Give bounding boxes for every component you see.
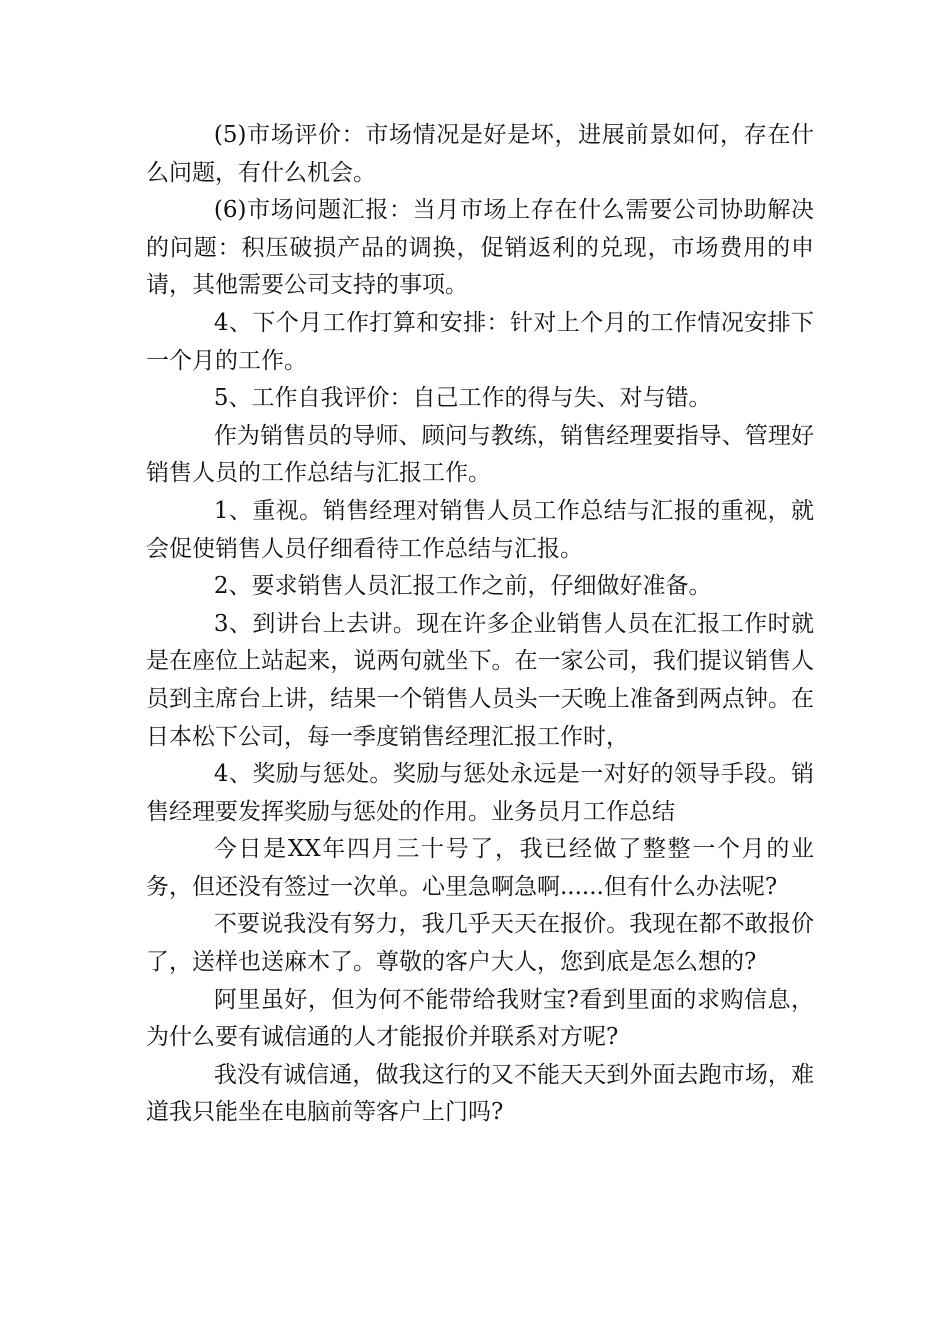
paragraph-manager-guidance: 作为销售员的导师、顾问与教练，销售经理要指导、管理好销售人员的工作总结与汇报工作。: [146, 422, 814, 487]
paragraph-alibaba: 阿里虽好，但为何不能带给我财宝?看到里面的求购信息，为什么要有诚信通的人才能报价并联系对方呢?: [146, 986, 814, 1051]
paragraph-reward-punishment: 4、奖励与惩处。奖励与惩处永远是一对好的领导手段。销售经理要发挥奖励与惩处的作用。业务员月工作总结: [146, 761, 814, 825]
paragraph-quotes: 不要说我没有努力，我几乎天天在报价。我现在都不敢报价了，送样也送麻木了。尊敬的客户大人，您到底是怎么想的?: [146, 911, 814, 976]
paragraph-attention: 1、重视。销售经理对销售人员工作总结与汇报的重视，就会促使销售人员仔细看待工作总结与汇报。: [146, 497, 814, 562]
paragraph-next-month-plan: 4、下个月工作打算和安排：针对上个月的工作情况安排下一个月的工作。: [146, 309, 814, 374]
paragraph-today: 今日是XX年四月三十号了，我已经做了整整一个月的业务，但还没有签过一次单。心里急啊急啊......但有什么办法呢?: [146, 836, 814, 900]
paragraph-market-issues-report: (6)市场问题汇报：当月市场上存在什么需要公司协助解决的问题：积压破损产品的调换，促销返利的兑现，市场费用的申请，其他需要公司支持的事项。: [146, 197, 814, 299]
paragraph-market-evaluation: (5)市场评价：市场情况是好是坏，进展前景如何，存在什么问题，有什么机会。: [146, 122, 814, 186]
document-body: [146, 117, 814, 1132]
paragraph-podium: 3、到讲台上去讲。现在许多企业销售人员在汇报工作时就是在座位上站起来，说两句就坐下。在一家公司，我们提议销售人员到主席台上讲，结果一个销售人员头一天晚上准备到两点钟。在日本松下公司，每一季度销售经理汇报工作时，: [146, 610, 814, 750]
paragraph-no-trustpass: 我没有诚信通，做我这行的又不能天天到外面去跑市场，难道我只能坐在电脑前等客户上门吗?: [146, 1061, 814, 1126]
paragraph-self-evaluation: 5、工作自我评价：自己工作的得与失、对与错。: [213, 385, 712, 412]
paragraph-preparation: 2、要求销售人员汇报工作之前，仔细做好准备。: [213, 573, 712, 600]
